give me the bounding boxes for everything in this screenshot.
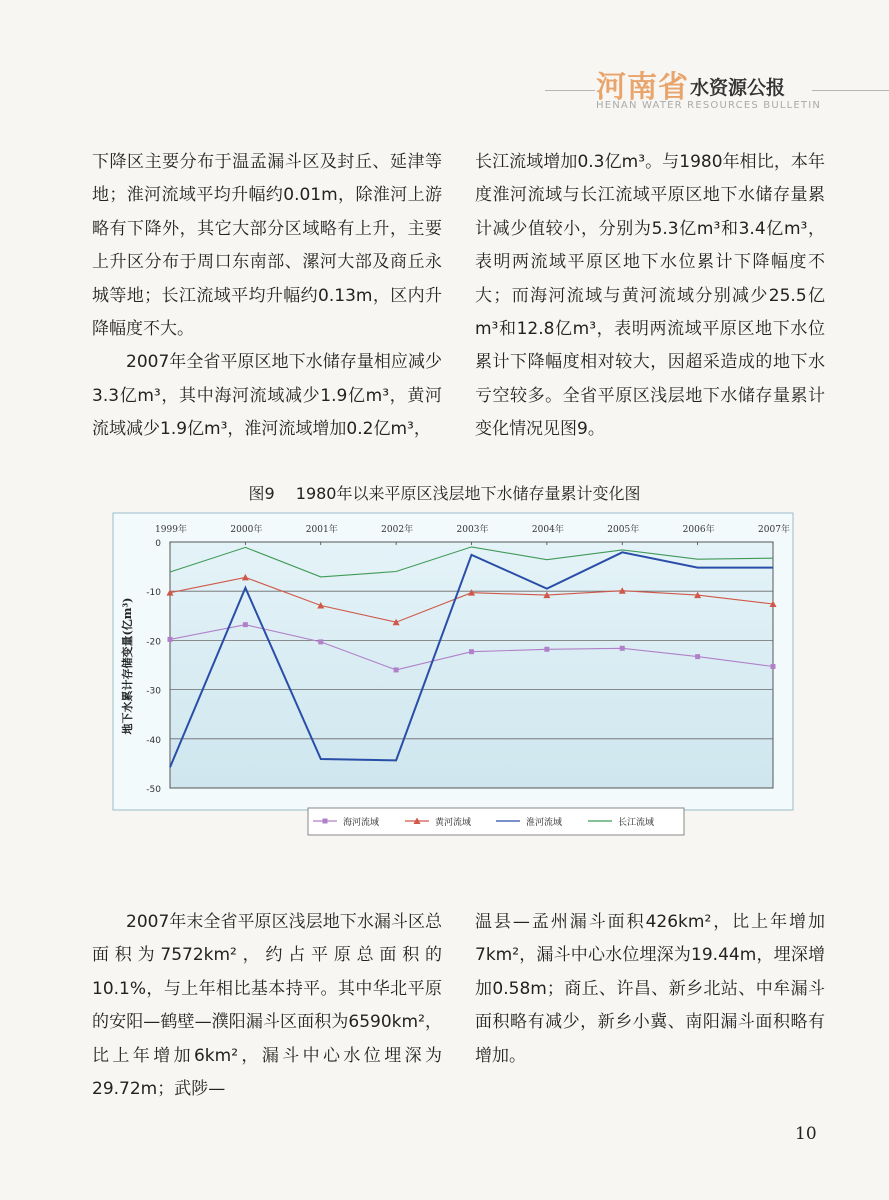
- data-point: [544, 647, 549, 652]
- x-tick-label: 2004年: [531, 525, 564, 535]
- legend-label: 长江流域: [618, 818, 655, 828]
- data-point: [394, 667, 399, 672]
- figure-title: 1980年以来平原区浅层地下水储存量累计变化图: [295, 484, 641, 503]
- data-point: [168, 637, 173, 642]
- paragraph: 2007年末全省平原区浅层地下水漏斗区总面积为7572km²，约占平原总面积的10.1%，与上年相比基本持平。其中华北平原的安阳—鹤壁—濮阳漏斗区面积为6590km²，比上年增加6km²，漏斗中心水位埋深为29.72m；武陟—: [92, 912, 442, 1100]
- x-tick-label: 2002年: [381, 525, 414, 535]
- x-tick-label: 1999年: [155, 525, 187, 535]
- figure-number: 图9: [248, 484, 275, 503]
- x-tick-label: 2005年: [607, 525, 640, 535]
- x-tick-label: 2007年: [758, 525, 790, 535]
- page-number: 10: [795, 1124, 817, 1144]
- legend-label: 黄河流域: [435, 818, 472, 828]
- y-tick-label: -40: [146, 735, 161, 746]
- y-tick-label: 0: [155, 539, 161, 549]
- data-point: [243, 622, 248, 627]
- paragraph: 2007年全省平原区地下水储存量相应减少3.3亿m³，其中海河流域减少1.9亿m³，黄河流域减少1.9亿m³，淮河流域增加0.2亿m³，: [92, 352, 442, 440]
- paragraph: 下降区主要分布于温孟漏斗区及封丘、延津等地；淮河流域平均升幅约0.01m，除淮河上游略有下降外，其它大部分区域略有上升，主要上升区分布于周口东南部、漯河大部及商丘永城等地；长江流域平均升幅约0.13m，区内升降幅度不大。: [92, 152, 442, 340]
- x-tick-label: 2000年: [230, 525, 263, 535]
- data-point: [323, 819, 328, 824]
- y-tick-label: -20: [146, 637, 161, 648]
- plot-area: [170, 542, 773, 788]
- text-column-left-bottom: [92, 906, 442, 1106]
- text-column-right-bottom: [475, 906, 825, 1073]
- y-axis-label: 地下水累计存储变量(亿m³): [121, 597, 134, 735]
- y-tick-label: -50: [146, 785, 161, 795]
- x-tick-label: 2006年: [682, 525, 715, 535]
- data-point: [695, 654, 700, 659]
- y-tick-label: -10: [146, 588, 161, 599]
- data-point: [318, 639, 323, 644]
- x-tick-label: 2003年: [456, 525, 489, 535]
- paragraph: 温县—孟州漏斗面积426km²，比上年增加7km²，漏斗中心水位埋深为19.44m，埋深增加0.58m；商丘、许昌、新乡北站、中牟漏斗面积略有减少，新乡小冀、南阳漏斗面积略有增加。: [475, 912, 825, 1066]
- x-tick-label: 2001年: [305, 525, 338, 535]
- header-subtitle: 水资源公报: [690, 77, 786, 99]
- data-point: [620, 646, 625, 651]
- header-english: HENAN WATER RESOURCES BULLETIN: [596, 100, 822, 111]
- data-point: [771, 664, 776, 669]
- paragraph: 长江流域增加0.3亿m³。与1980年相比，本年度淮河流域与长江流域平原区地下水储存量累计减少值较小，分别为5.3亿m³和3.4亿m³，表明两流域平原区地下水位累计下降幅度不大；而海河流域与黄河流域分别减少25.5亿m³和12.8亿m³，表明两流域平原区地下水位累计下降幅度相对较大，因超采造成的地下水亏空较多。全省平原区浅层地下水储存量累计变化情况见图9。: [475, 152, 825, 440]
- data-point: [469, 649, 474, 654]
- legend-label: 海河流域: [343, 818, 380, 828]
- header-title: 河南省: [596, 70, 689, 105]
- legend-label: 淮河流域: [526, 818, 563, 828]
- y-tick-label: -30: [146, 686, 161, 697]
